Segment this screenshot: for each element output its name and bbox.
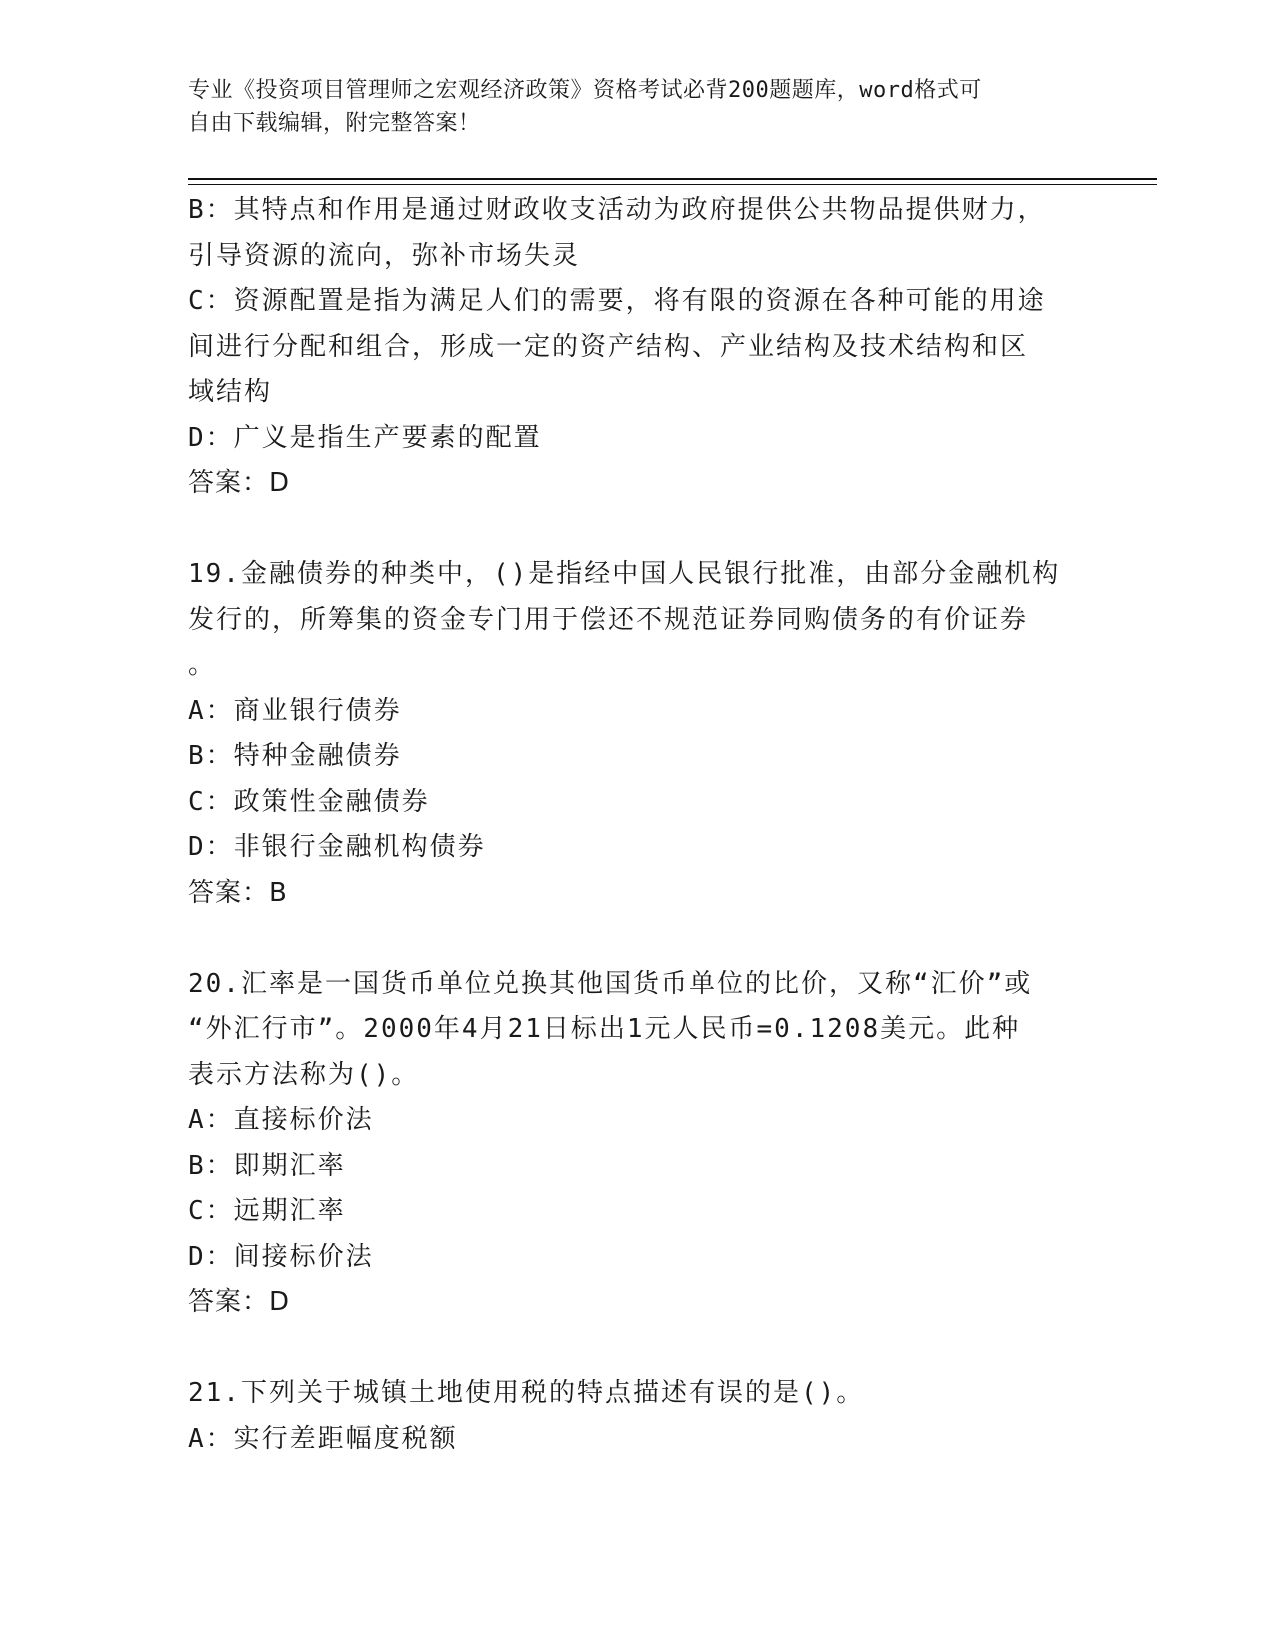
q18-option-c-line-1: C：资源配置是指为满足人们的需要，将有限的资源在各种可能的用途: [188, 286, 1046, 316]
spacer: [188, 1326, 1088, 1372]
q19-option-a: A：商业银行债券: [188, 695, 402, 726]
q19-option-b: B：特种金融债券: [188, 741, 402, 771]
question-18-tail: [188, 188, 1088, 507]
q20-stem-line-2: “外汇行市”。2000年4月21日标出1元人民币=0.1208美元。此种: [188, 1014, 1021, 1044]
q20-option-a: A：直接标价法: [188, 1105, 374, 1135]
question-19: [188, 552, 1088, 916]
q20-answer: 答案：D: [188, 1287, 291, 1317]
q19-option-c: C：政策性金融债券: [188, 786, 430, 817]
document-body: [188, 188, 1088, 1462]
q18-answer: 答案：D: [188, 468, 291, 498]
header-line-1: 专业《投资项目管理师之宏观经济政策》资格考试必背200题题库，word格式可: [188, 78, 982, 103]
q18-option-c-line-2: 间进行分配和组合，形成一定的资产结构、产业结构及技术结构和区: [188, 331, 1029, 362]
header-divider-thick: [188, 178, 1157, 180]
q19-stem-line-2: 发行的，所筹集的资金专门用于偿还不规范证券同购债务的有价证券: [188, 604, 1029, 635]
q19-option-d: D：非银行金融机构债券: [188, 832, 486, 862]
question-21: [188, 1371, 1088, 1462]
q20-option-b: B：即期汇率: [188, 1150, 346, 1181]
question-20: [188, 962, 1088, 1326]
q18-option-b-line-2: 引导资源的流向，弥补市场失灵: [188, 240, 581, 271]
q18-option-b-line-1: B：其特点和作用是通过财政收支活动为政府提供公共物品提供财力，: [188, 195, 1046, 225]
q20-stem-line-1: 20.汇率是一国货币单位兑换其他国货币单位的比价，又称“汇价”或: [188, 968, 1033, 999]
q20-stem-line-3: 表示方法称为()。: [188, 1059, 420, 1090]
q21-option-a: A：实行差距幅度税额: [188, 1423, 458, 1454]
q21-stem-line-1: 21.下列关于城镇土地使用税的特点描述有误的是()。: [188, 1378, 865, 1408]
q20-option-c: C：远期汇率: [188, 1196, 346, 1226]
spacer: [188, 507, 1088, 553]
q18-option-c-line-3: 域结构: [188, 377, 273, 407]
q18-option-d: D：广义是指生产要素的配置: [188, 422, 542, 453]
header-divider-thin: [188, 184, 1157, 185]
q19-stem-line-3: 。: [188, 650, 217, 680]
spacer: [188, 916, 1088, 962]
q20-option-d: D：间接标价法: [188, 1241, 374, 1272]
document-header: [188, 74, 1088, 140]
q19-answer: 答案：B: [188, 877, 288, 908]
header-line-2: 自由下载编辑，附完整答案！: [188, 111, 481, 136]
q19-stem-line-1: 19.金融债券的种类中，()是指经中国人民银行批准，由部分金融机构: [188, 559, 1061, 589]
